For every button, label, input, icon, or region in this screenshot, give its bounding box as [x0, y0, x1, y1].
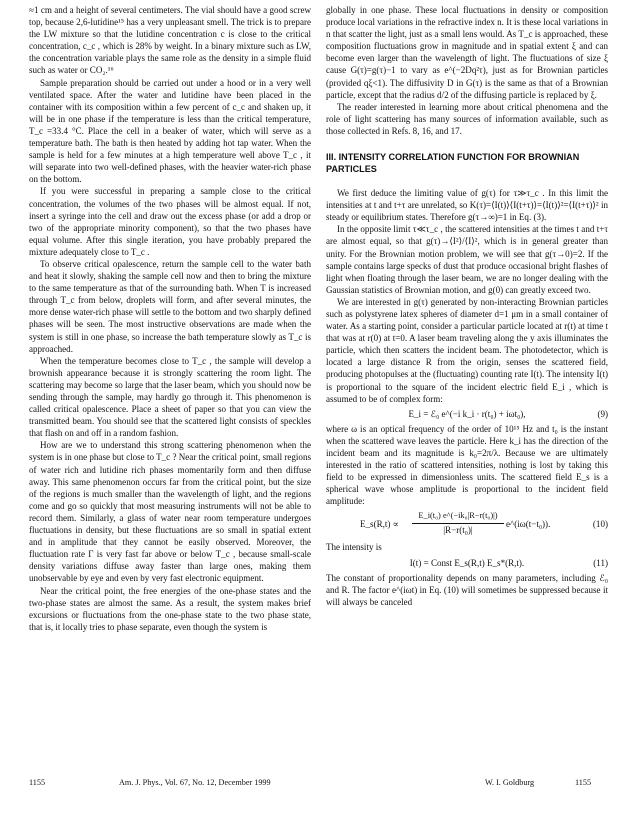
paragraph: globally in one phase. These local fluctuations in density or composition produce local variations in the refractive index n. It is these local variations in n that scatter the light, just as a small lens would. As T_c is approached, these composition fluctuations grow in magnitude and in spatial extent ξ and can become even larger than the wavelength of light. The fluctuations of size ξ cause G(τ)=g(τ)−1 to vary as e^(−2Dq²τ), just as for Brownian particles (provided qξ<1). The diffusivity D in G(τ) is the same as that of a Brownian particle, except that the radius d/2 of the diffusing particle is replaced by ξ. [326, 5, 608, 100]
equation-fraction [412, 510, 504, 535]
paragraph: To observe critical opalescence, return the sample cell to the water bath and heat it slowly, shaking the sample cell now and then to bring the mixture to the same temperature as that of the surrounding bath. When T is increased through T_c from below, droplets will form, and after several minutes, the more dense water-rich phase will settle to the bottom and two sharply defined phases will be seen. The most instructive observations are made when the system is still in one phase, so increase the bath temperature slowly as T_c is approached. [29, 258, 311, 354]
equation-number: (9) [597, 408, 608, 419]
fraction-denominator: |R−r(t₀)| [443, 524, 473, 535]
equation-11 [326, 557, 608, 569]
paragraph: If you were successful in preparing a sample close to the critical concentration, the volumes of the two phases will be almost equal. If not, insert a syringe into the cell and draw out the excess phase (or add a drop or two of the appropriate minority component), so that the two phases have equal volume. After this single iteration, you have probably prepared the mixture adequately close to T_c . [29, 186, 311, 257]
page-number-left: 1155 [29, 778, 46, 787]
paragraph: ≈1 cm and a height of several centimeters. The vial should have a good screw top, because 2,6-lutidine¹⁵ has a very unpleasant smell. The trick is to prepare the LW mixture so that the lutidine concentration c is close to the critical concentration, c_c , which is 28% by weight. In a binary mixture such as LW, the concentration variable plays the same role as the density in a simple fluid such as water or CO₂.¹⁶ [29, 5, 311, 76]
paragraph: The constant of proportionality depends on many parameters, including ℰ₀ and R. The factor e^(iωt) in Eq. (10) will sometimes be suppressed because it will always be canceled [326, 572, 608, 607]
author-name: W. I. Goldburg [485, 778, 535, 787]
equation-9 [326, 408, 608, 420]
paragraph: When the temperature becomes close to T_c , the sample will develop a brownish appearance because it is strongly scattering the room light. The scattering may become so large that the laser beam, which you should now be sending through the sample, may hardly go through it. This phenomenon is called critical opalescence. Place a sheet of paper so that you can view the transmitted beam. You should see that the scattered light consists of speckles that flash on and off in a random fashion. [29, 355, 311, 439]
equation-body: E_i = ℰ₀ e^(−i k_i · r(t₀) + iωt₀), [408, 408, 526, 419]
equation-number: (11) [593, 557, 608, 568]
paragraph: The reader interested in learning more about critical phenomena and the role of light scattering has many sources of information available, such as those collected in Refs. 8, 16, and 17. [326, 101, 608, 136]
paragraph: The intensity is [326, 542, 382, 553]
equation-rhs: e^(iω(t−t₀)). [506, 519, 551, 530]
page-number-right: 1155 [575, 778, 592, 787]
equation-10 [326, 510, 608, 538]
equation-lhs: E_s(R,t) ∝ [360, 519, 399, 530]
equation-number: (10) [592, 519, 608, 530]
equation-body: I(t) = Const E_s(R,t) E_s*(R,t). [409, 557, 525, 568]
paragraph: We are interested in g(τ) generated by non-interacting Brownian particles such as polystyrene latex spheres of diameter d=1 μm in a small container of water. As a starting point, consider a particular particle located at r(t) at time t that was at r(0) at t=0. A laser beam traveling along the y axis illuminates the particle, which then scatters the incident beam. The photodetector, which is located a large distance R from the origin, senses the scattered field, producing photopulses at the (fluctuating) counting rate I(t). The intensity I(t) is proportional to the square of the incident electric field E_i , which is assumed to be of complex form: [326, 296, 608, 404]
paragraph: We first deduce the limiting value of g(τ) for τ≫τ_c . In this limit the intensities at t and t+τ are unrelated, so K(τ)=⟨I(t)⟩⟨I(t+τ)⟩=⟨I(t)⟩²=⟨I(t+τ)⟩² in steady or equilibrium states. Therefore g(τ→∞)=1 in Eq. (3). [326, 188, 608, 223]
right-column [326, 4, 608, 608]
paragraph: Sample preparation should be carried out under a hood or in a very well ventilated space. After the water and lutidine have been placed in the container with its composition within a few percent of c_c and shaken up, it will be in one phase if the temperature is less than the critical temperature, T_c =33.4 °C. Place the cell in a beaker of water, which will serve as a temperature bath. The bath is then heated by adding hot tap water. When the sample is held for a few minutes at a high temperature well above T_c , it will separate into two well-defined phases, with the heavier water-rich phase on the bottom. [29, 77, 311, 185]
page-footer [29, 778, 609, 792]
paragraph: How are we to understand this strong scattering phenomenon when the system is in one phase but close to T_c ? Near the critical point, small regions of water rich and lutidine rich phases momentarily form and then diffuse away. This same phenomenon occurs far from the critical point, but the size of the regions is much smaller than the wavelength of light, and the regions come and go so quickly that most measuring instruments will not be able to record them. Similarly, a glass of water near room temperature undergoes fluctuations in density, but these fluctuations are so small in spatial extent and in amplitude that they cannot be easily observed. Moreover, the fluctuation rate Γ is very fast far above or below T_c , because small-scale density variations diffuse away faster than large ones, making them unobservable by eye and even by very fast electronic equipment. [29, 440, 311, 584]
paragraph: Near the critical point, the free energies of the one-phase states and the two-phase states are almost the same. As a result, the system makes brief excursions or fluctuations from the one-phase state to the two phase state, that is, it locally tries to phase separate, even though the system is [29, 585, 311, 632]
journal-citation: Am. J. Phys., Vol. 67, No. 12, December 1999 [119, 778, 271, 787]
section-heading: III. INTENSITY CORRELATION FUNCTION FOR BROWNIAN PARTICLES [326, 152, 580, 175]
paragraph: In the opposite limit τ≪τ_c , the scattered intensities at the times t and t+τ are almost equal, so that g(τ)→⟨I²⟩/⟨I⟩², which is in general greater than unity. For the Brownian motion problem, we will see that g(τ→0)=2. If the sample contains large specks of dust that produce occasional bright flashes of light when floating through the laser beam, we are no longer dealing with the Gaussian statistics of Brownian motion, and g(0) can greatly exceed two. [326, 224, 608, 295]
left-column [29, 4, 311, 633]
fraction-numerator: E_i(t₀) e^(−ik₀|R−r(t₀)|) [412, 510, 504, 523]
paragraph: where ω is an optical frequency of the order of 10¹⁵ Hz and t₀ is the instant when the scattered wave leaves the particle. Here k_i has the direction of the incident beam and its magnitude is k₀=2π/λ. Because we are ultimately interested in the ratio of scattered intensities, nothing is lost by taking this field to be expressed in dimensionless units. The scattered field E_s is a spherical wave whose amplitude is proportional to the incident field amplitude: [326, 423, 608, 507]
